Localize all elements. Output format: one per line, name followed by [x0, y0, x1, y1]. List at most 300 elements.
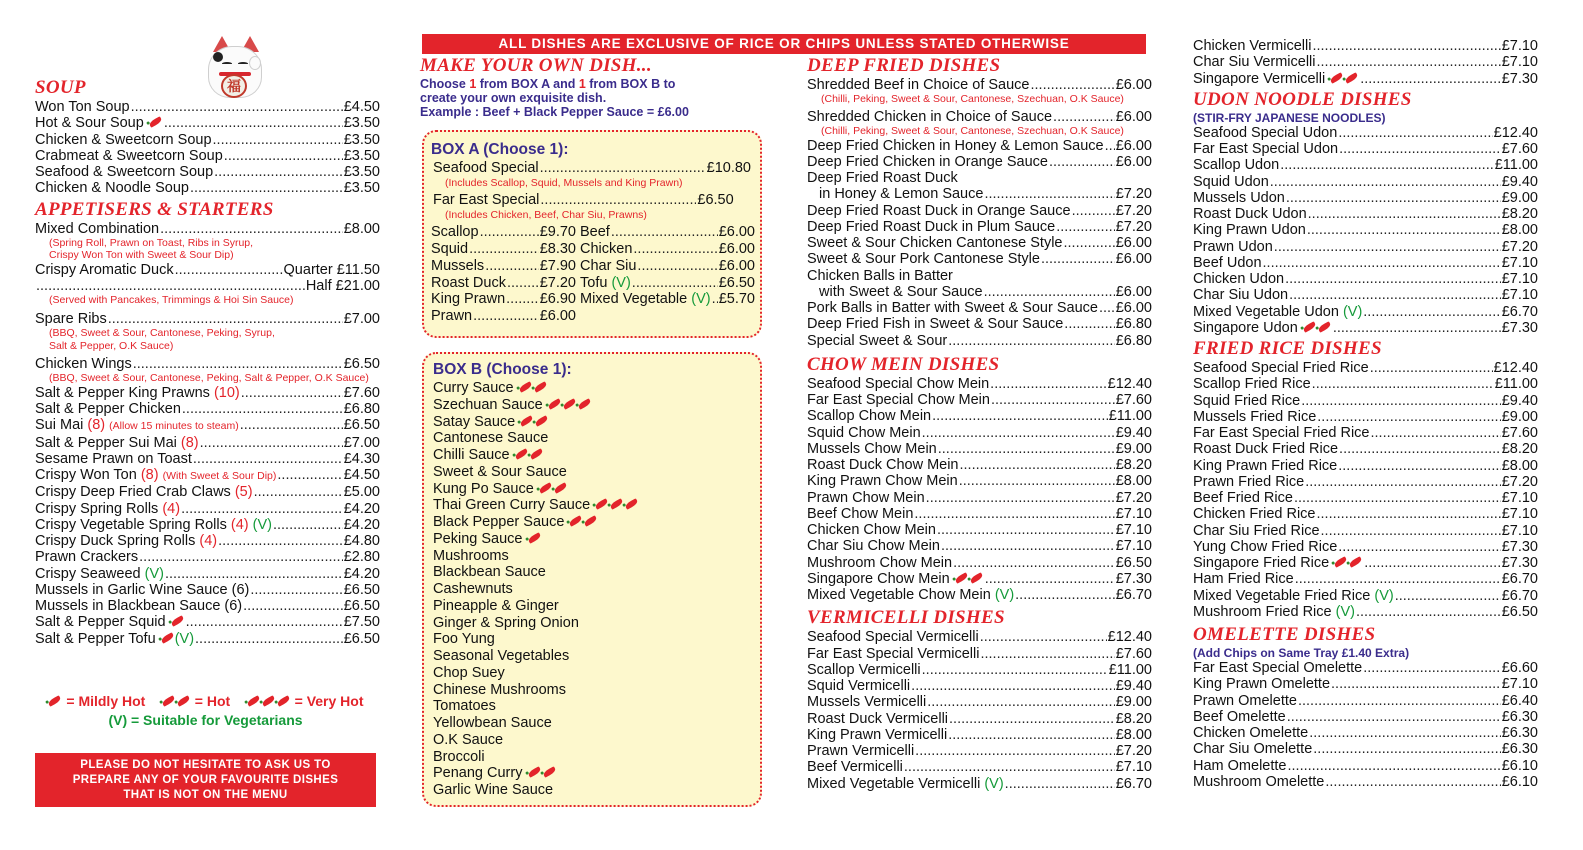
menu-item: [35, 401, 380, 417]
item-price: £6.00: [1115, 235, 1152, 251]
item-price: £7.30: [1501, 319, 1538, 336]
menu-item: Chicken Balls in Batter: [807, 267, 953, 284]
item-price: £6.60: [1501, 660, 1538, 676]
menu-item: [1193, 206, 1538, 222]
item-price: £6.10: [1501, 773, 1538, 790]
menu-item: [807, 473, 1152, 489]
sauce-name: Foo Yung: [433, 631, 495, 648]
item-note: (BBQ, Sweet & Sour, Cantonese, Peking, Syrup,: [49, 327, 275, 339]
sauce-item: [433, 665, 751, 682]
item-price: £6.70: [1115, 587, 1152, 603]
item-name: Mixed Vegetable Chow Mein: [807, 587, 991, 603]
item-price: £9.00: [1115, 440, 1152, 457]
menu-item: [35, 115, 380, 131]
item-name: Salt & Pepper Squid: [35, 614, 166, 631]
item-name: Chicken Omelette: [1193, 725, 1309, 741]
sauce-list: [433, 380, 751, 799]
chilli-icon: [562, 398, 576, 409]
omelette-subheading: (Add Chips on Same Tray £1.40 Extra): [1193, 646, 1410, 660]
menu-item: [1193, 239, 1538, 255]
sauce-item: [433, 514, 751, 531]
menu-item: [1193, 409, 1538, 425]
sauce-name: O.K Sauce: [433, 731, 504, 748]
item-name: Prawn: [431, 307, 473, 324]
item-price: £6.70: [1501, 587, 1538, 604]
item-price: £6.00: [1115, 137, 1152, 154]
sauce-name: Chop Suey: [433, 664, 505, 681]
make-your-own-example: Example : Beef + Black Pepper Sauce = £6.00: [420, 105, 689, 119]
item-price: £11.00: [1108, 661, 1152, 678]
sauce-name: Sweet & Sour Sauce: [433, 463, 567, 480]
chilli-icon: [527, 532, 541, 543]
item-name: Roast Duck Udon: [1193, 206, 1307, 222]
item-name: Mussels Chow Mein: [807, 440, 937, 457]
item-price: £5.70: [718, 291, 755, 308]
chilli-icon: [625, 499, 639, 510]
item-price: £7.10: [1501, 676, 1538, 693]
ask-line: THAT IS NOT ON THE MENU: [123, 789, 288, 801]
menu-item: [807, 203, 1152, 219]
chilli-icon: [533, 381, 547, 392]
item-price: £7.10: [1115, 538, 1152, 555]
item-price: £7.10: [1501, 490, 1538, 506]
menu-item: [807, 235, 1152, 251]
menu-item: in Honey & Lemon Sauce ..... £7.20: [807, 186, 1152, 202]
item-name: King Prawn Chow Mein: [807, 473, 958, 490]
box-a-title: BOX A (Choose 1):: [431, 141, 569, 158]
menu-item: [1193, 676, 1538, 692]
vegetarian-badge: (V): [1342, 303, 1363, 320]
sauce-item: [433, 648, 751, 665]
item-price: £9.00: [1501, 408, 1538, 425]
menu-item: [807, 522, 1152, 538]
column-deep-fried-chow-mein: [807, 55, 1152, 792]
menu-item: [35, 566, 380, 582]
item-price: £12.40: [1493, 360, 1538, 376]
item-name: Crispy Spring Rolls: [35, 500, 159, 517]
item-name: Mixed Vegetable Vermicelli: [807, 775, 981, 792]
menu-item: [580, 258, 755, 275]
item-name: Seafood Special Fried Rice: [1193, 360, 1369, 376]
menu-item: [1193, 287, 1538, 303]
item-price: £7.10: [1501, 287, 1538, 304]
item-price: £9.00: [1115, 694, 1152, 711]
item-name: Prawn Vermicelli: [807, 743, 915, 759]
chilli-icon: [148, 117, 162, 128]
sauce-name: Yellowbean Sauce: [433, 715, 552, 731]
item-price: £7.90: [539, 257, 576, 274]
sauce-item: [433, 682, 751, 699]
item-name: Mussels Vermicelli: [807, 694, 927, 711]
legend-very-hot: = Very Hot: [294, 693, 364, 709]
item-price: £6.90: [539, 291, 576, 308]
item-price: £6.00: [718, 241, 755, 258]
menu-item: [1193, 474, 1538, 490]
item-name: King Prawn: [431, 291, 506, 308]
menu-item: Seafood Special ..... £10.80: [431, 160, 753, 177]
vegetarian-badge: (V): [691, 291, 711, 308]
item-name: Mushroom Omelette: [1193, 773, 1325, 790]
chilli-icon: [553, 482, 567, 493]
item-price: £7.10: [1501, 38, 1538, 54]
chilli-icon: [170, 616, 184, 627]
menu-item: [807, 441, 1152, 457]
item-count: (8): [180, 434, 199, 451]
item-price: £7.30: [1115, 570, 1152, 587]
item-price: £7.10: [1501, 271, 1538, 287]
sauce-item: [433, 698, 751, 715]
sauce-name: Cashewnuts: [433, 581, 513, 597]
item-name: Roast Duck Vermicelli: [807, 710, 949, 727]
menu-item: [35, 631, 380, 647]
ask-line: PLEASE DO NOT HESITATE TO ASK US TO: [80, 759, 331, 771]
item-price: £3.50: [343, 115, 380, 132]
menu-item: [35, 99, 380, 115]
item-name: Scallop: [431, 224, 479, 241]
sauce-name: Blackbean Sauce: [433, 564, 546, 581]
menu-item: [1193, 490, 1538, 506]
sauce-item: [433, 481, 751, 498]
omelette-list: [1193, 660, 1538, 790]
sauce-name: Garlic Wine Sauce: [433, 782, 554, 798]
item-price: £3.50: [343, 131, 380, 148]
item-count: (5): [234, 484, 253, 501]
item-price: £6.00: [718, 257, 755, 274]
item-price: £9.40: [1115, 678, 1152, 694]
sauce-name: Black Pepper Sauce: [433, 514, 565, 530]
item-price: £6.30: [1501, 741, 1538, 758]
sauce-name: Thai Green Curry Sauce: [433, 497, 591, 514]
sauce-item: [433, 464, 751, 481]
item-price: £8.20: [1115, 710, 1152, 727]
item-price: £8.30: [539, 241, 576, 258]
item-name: Seafood Special Udon: [1193, 124, 1338, 141]
item-name: Mussels Fried Rice: [1193, 408, 1317, 425]
menu-item: [1193, 393, 1538, 409]
item-name: Beef Vermicelli: [807, 759, 903, 776]
menu-item: [1193, 125, 1538, 141]
menu-item: [1193, 571, 1538, 587]
menu-item: [1193, 71, 1538, 87]
menu-item: [1193, 588, 1538, 604]
item-price: £6.10: [1501, 757, 1538, 774]
sauce-name: Chinese Mushrooms: [433, 681, 566, 698]
vegetarian-badge: (V): [994, 587, 1015, 603]
item-price: £2.80: [343, 549, 380, 566]
sauce-name: Curry Sauce: [433, 380, 514, 396]
menu-item: [1193, 157, 1538, 173]
menu-item: [807, 154, 1152, 170]
item-price: £9.70: [539, 224, 576, 241]
menu-item: [35, 533, 380, 549]
menu-item: [807, 300, 1152, 316]
chilli-icon: [547, 398, 561, 409]
chilli-icon: [276, 696, 290, 707]
item-price: £12.40: [1107, 629, 1152, 646]
item-price: £11.00: [1494, 157, 1538, 174]
item-price: £8.20: [1501, 441, 1538, 458]
menu-item: [35, 385, 380, 401]
menu-item: [580, 291, 755, 308]
item-price: £4.30: [343, 450, 380, 467]
item-price: £7.10: [1501, 522, 1538, 539]
item-price: £7.10: [1115, 522, 1152, 538]
item-price: £12.40: [1493, 124, 1538, 141]
item-name: Scallop Fried Rice: [1193, 376, 1311, 393]
vegetarian-badge: (V): [1374, 587, 1394, 604]
item-price: £4.20: [343, 516, 380, 533]
item-name: Chicken Fried Rice: [1193, 506, 1316, 523]
menu-item: [807, 555, 1152, 571]
menu-item: ..... Half £21.00: [35, 278, 380, 294]
menu-item: [807, 408, 1152, 424]
menu-item: [807, 587, 1152, 603]
item-name: Char Siu Vermicelli: [1193, 54, 1316, 71]
item-name: Singapore Fried Rice: [1193, 555, 1330, 571]
item-name: Sweet & Sour Chicken Cantonese Style: [807, 235, 1063, 251]
box-b-panel: [422, 352, 762, 807]
item-name: Deep Fried Fish in Sweet & Sour Sauce: [807, 316, 1064, 333]
item-count: (4): [199, 533, 218, 549]
item-name: King Prawn Udon: [1193, 222, 1306, 239]
item-price: £7.20: [1115, 218, 1152, 235]
make-your-own-heading: MAKE YOUR OWN DISH...: [420, 55, 652, 76]
soup-heading: SOUP: [35, 77, 86, 98]
ask-us-banner: [35, 753, 376, 807]
menu-item: [35, 435, 380, 451]
box-a-left-list: [431, 224, 576, 324]
item-note: (Chilli, Peking, Sweet & Sour, Cantonese, Szechuan, O.K Sauce): [821, 93, 1124, 106]
item-name: Crispy Won Ton: [35, 467, 137, 483]
menu-item: [807, 776, 1152, 792]
menu-item: [807, 743, 1152, 759]
item-name: Far East Special Udon: [1193, 141, 1339, 157]
item-name: Mussels Udon: [1193, 189, 1285, 206]
item-name: Chicken & Noodle Soup: [35, 180, 189, 197]
menu-item: with Sweet & Sour Sauce ..... £6.00: [807, 284, 1152, 300]
item-name: Seafood & Sweetcorn Soup: [35, 164, 214, 180]
chilli-icon: [176, 696, 190, 707]
item-price: £6.40: [1501, 692, 1538, 709]
item-name: Ham Fried Rice: [1193, 571, 1294, 588]
appetisers-list: [35, 385, 380, 647]
item-note: (Served with Pancakes, Trimmings & Hoi Sin Sauce): [49, 294, 294, 307]
item-name: Chicken: [580, 241, 633, 258]
sauce-item: [433, 615, 751, 632]
chilli-icon: [584, 515, 598, 526]
menu-item: [35, 148, 380, 164]
chilli-icon: [1349, 556, 1363, 567]
menu-item: [807, 333, 1152, 349]
box-b-title: BOX B (Choose 1):: [433, 361, 572, 378]
chilli-icon: [529, 448, 543, 459]
menu-item: [1193, 741, 1538, 757]
sauce-item: [433, 631, 751, 648]
item-name: Mixed Vegetable Fried Rice: [1193, 587, 1371, 604]
item-price: £6.70: [1501, 571, 1538, 588]
lucky-cat-image: 福: [205, 34, 265, 100]
item-name: Crispy Vegetable Spring Rolls: [35, 516, 227, 533]
sauce-item: [433, 564, 751, 581]
item-price: £7.20: [1115, 202, 1152, 219]
vegetarian-badge: (V): [1335, 603, 1355, 620]
item-name: Roast Duck Fried Rice: [1193, 441, 1339, 458]
item-price: £11.00: [1108, 408, 1152, 425]
item-price: £9.40: [1501, 392, 1538, 409]
item-price: £7.20: [1115, 743, 1152, 759]
sauce-item: [433, 749, 751, 766]
item-name: Singapore Udon: [1193, 319, 1298, 336]
item-price: £6.50: [718, 274, 755, 291]
item-name: Crispy Seaweed: [35, 565, 141, 582]
menu-item: [807, 316, 1152, 332]
menu-item: [1193, 725, 1538, 741]
sauce-name: Seasonal Vegetables: [433, 648, 570, 664]
menu-item: Mixed Combination ..... £8.00: [35, 221, 380, 237]
item-name: Mussels in Garlic Wine Sauce (6): [35, 581, 250, 598]
item-price: £6.50: [343, 581, 380, 598]
item-price: £9.40: [1115, 424, 1152, 441]
menu-item: [1193, 539, 1538, 555]
sauce-name: Broccoli: [433, 748, 485, 765]
menu-item: [807, 571, 1152, 587]
item-name: Far East Special Vermicelli: [807, 645, 980, 662]
item-name: Sweet & Sour Pork Cantonese Style: [807, 251, 1040, 268]
menu-item: [431, 224, 576, 241]
menu-item: [1193, 506, 1538, 522]
menu-item: [35, 451, 380, 467]
top-banner: ALL DISHES ARE EXCLUSIVE OF RICE OR CHIPS UNLESS STATED OTHERWISE: [422, 34, 1146, 54]
item-price: £3.50: [343, 180, 380, 197]
item-price: £12.40: [1107, 375, 1152, 392]
menu-item: Far East Special ..... £6.50: [431, 192, 753, 209]
menu-item: [1193, 141, 1538, 157]
item-price: £6.00: [1115, 153, 1152, 170]
menu-item: [1193, 758, 1538, 774]
sauce-item: [433, 782, 751, 799]
item-name: Prawn Udon: [1193, 238, 1273, 255]
item-price: £6.30: [1501, 708, 1538, 725]
item-price: £4.80: [343, 533, 380, 549]
ask-line: PREPARE ANY OF YOUR FAVOURITE DISHES: [72, 774, 339, 786]
chilli-icon: [527, 767, 541, 778]
appetisers-heading: APPETISERS & STARTERS: [35, 198, 274, 220]
item-name: Seafood Special Vermicelli: [807, 629, 979, 646]
menu-item: [807, 646, 1152, 662]
menu-item: [807, 538, 1152, 554]
legend-hot: = Hot: [194, 693, 231, 709]
item-name: Squid Udon: [1193, 173, 1269, 190]
item-price: £4.50: [343, 467, 380, 483]
item-name: Singapore Vermicelli: [1193, 70, 1326, 87]
sauce-name: Peking Sauce: [433, 530, 523, 547]
sauce-item: [433, 581, 751, 598]
item-name: Ham Omelette: [1193, 757, 1287, 774]
menu-item: [1193, 555, 1538, 571]
chilli-icon: [1317, 321, 1331, 332]
menu-item: [35, 614, 380, 630]
menu-item: [807, 425, 1152, 441]
chilli-icon: [518, 381, 532, 392]
item-name: King Prawn Omelette: [1193, 676, 1331, 693]
fried-rice-heading: FRIED RICE DISHES: [1193, 338, 1382, 359]
item-price: £6.80: [1115, 316, 1152, 333]
menu-item: [580, 241, 755, 258]
item-price: £7.60: [1501, 141, 1538, 157]
item-name: King Prawn Fried Rice: [1193, 457, 1338, 474]
item-name: Crispy Deep Fried Crab Claws: [35, 484, 231, 501]
item-name: Salt & Pepper Tofu: [35, 630, 156, 647]
item-name: Mussels in Blackbean Sauce (6): [35, 598, 243, 614]
menu-item: [807, 711, 1152, 727]
menu-item: [1193, 458, 1538, 474]
item-price: £6.00: [1115, 251, 1152, 268]
item-name: Squid Fried Rice: [1193, 392, 1301, 409]
chilli-icon: [538, 482, 552, 493]
item-price: £9.00: [1501, 189, 1538, 206]
menu-item: [807, 138, 1152, 154]
sauce-item: [433, 732, 751, 749]
item-name: Salt & Pepper Chicken: [35, 401, 181, 417]
menu-item: [35, 501, 380, 517]
item-name: Deep Fried Roast Duck in Plum Sauce: [807, 218, 1056, 235]
sauce-item: [433, 715, 751, 732]
item-note: Crispy Won Ton with Sweet & Sour Dip): [49, 249, 234, 262]
item-price: £6.80: [1115, 332, 1152, 349]
item-name: Prawn Crackers: [35, 549, 139, 566]
item-price: £7.60: [1115, 392, 1152, 408]
item-name: Squid Chow Mein: [807, 424, 921, 441]
sauce-item: [433, 497, 751, 514]
chilli-icon: [535, 415, 549, 426]
menu-item: [1193, 38, 1538, 54]
sauce-name: Mushrooms: [433, 547, 509, 564]
item-price: £8.20: [1115, 457, 1152, 473]
menu-item: [1193, 774, 1538, 790]
vegetarian-badge: (V): [144, 565, 164, 582]
menu-item: [1193, 709, 1538, 725]
item-name: Squid: [431, 241, 469, 258]
menu-item: [35, 164, 380, 180]
sauce-item: [433, 531, 751, 548]
item-price: £7.20: [1501, 238, 1538, 255]
item-price: £7.60: [1501, 425, 1538, 441]
item-name: Deep Fried Chicken in Honey & Lemon Sauce: [807, 137, 1104, 154]
item-name: Salt & Pepper King Prawns: [35, 384, 210, 401]
sauce-name: Penang Curry: [433, 765, 523, 782]
item-name: Beef Omelette: [1193, 708, 1286, 725]
item-name: Tofu: [580, 274, 608, 291]
sauce-name: Pineapple & Ginger: [433, 597, 559, 614]
item-price: £7.10: [1501, 506, 1538, 523]
chow-mein-list: [807, 376, 1152, 604]
menu-item: [1193, 523, 1538, 539]
item-price: £5.00: [343, 484, 380, 501]
menu-item: [1193, 360, 1538, 376]
item-name: Crispy Duck Spring Rolls: [35, 533, 196, 549]
item-name: Char Siu Chow Mein: [807, 538, 940, 555]
item-name: Roast Duck: [431, 274, 506, 291]
sauce-name: Tomatoes: [433, 698, 496, 715]
menu-item: [1193, 425, 1538, 441]
item-price: £7.20: [1501, 473, 1538, 490]
item-name: Chicken Chow Mein: [807, 522, 936, 538]
sauce-item: [433, 598, 751, 615]
menu-item: [807, 376, 1152, 392]
sauce-item: [433, 765, 751, 782]
item-name: Prawn Fried Rice: [1193, 473, 1305, 490]
menu-item: [807, 392, 1152, 408]
